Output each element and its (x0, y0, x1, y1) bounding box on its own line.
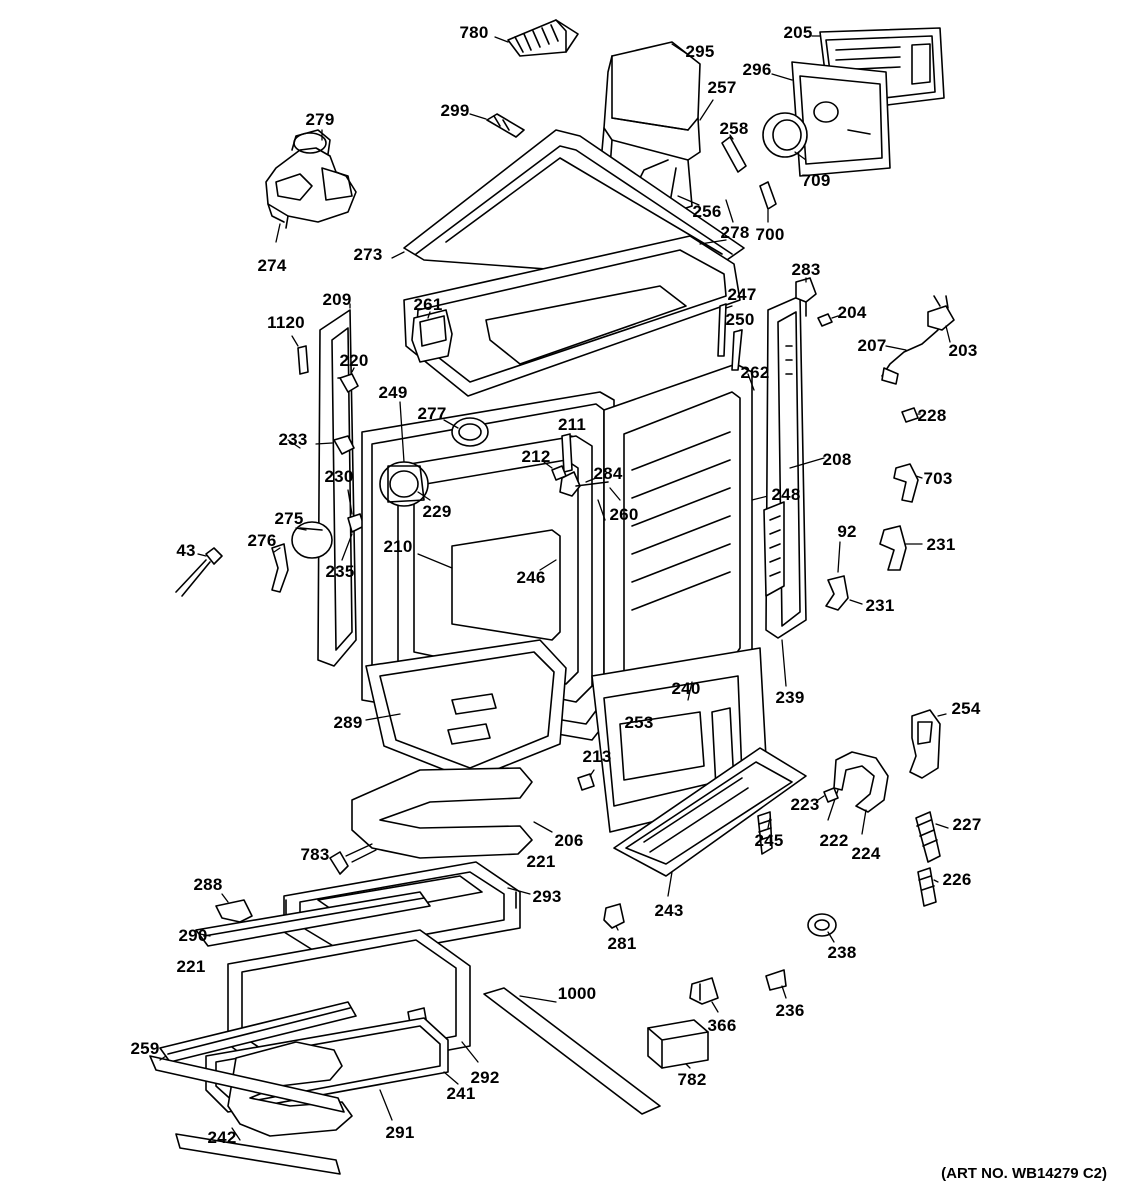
callout-288: 288 (193, 875, 223, 894)
callout-782: 782 (677, 1070, 707, 1089)
callout-258: 258 (719, 119, 749, 138)
callout-221: 221 (176, 957, 206, 976)
part-254-bracket (910, 710, 940, 778)
part-223-screw (824, 788, 838, 802)
part-281-clip (604, 904, 624, 928)
part-92-bracket (826, 576, 848, 610)
callout-256: 256 (692, 202, 722, 221)
callout-250: 250 (725, 310, 755, 329)
part-242-lower-rail (176, 1134, 340, 1174)
callout-259: 259 (130, 1039, 160, 1058)
callout-229: 229 (422, 502, 452, 521)
callout-249: 249 (378, 383, 408, 402)
part-299-screw (487, 114, 524, 137)
callout-295: 295 (685, 42, 715, 61)
callout-366: 366 (707, 1016, 737, 1035)
part-782-block (648, 1020, 708, 1068)
part-228-screw (902, 408, 918, 422)
callout-204: 204 (837, 303, 867, 322)
part-780-terminal-strip (508, 20, 578, 56)
callout-211: 211 (557, 415, 587, 434)
callout-43: 43 (176, 541, 196, 560)
callout-293: 293 (532, 887, 562, 906)
art-number-label: (ART NO. WB14279 C2) (941, 1165, 1107, 1182)
callout-780: 780 (459, 23, 489, 42)
part-229-blower (380, 462, 428, 506)
callout-238: 238 (827, 943, 857, 962)
callout-254: 254 (951, 699, 981, 718)
callout-246: 246 (516, 568, 546, 587)
callout-92: 92 (837, 522, 857, 541)
part-231-bracket-upper (880, 526, 906, 570)
part-211-igniter-rod (562, 434, 572, 472)
callout-262: 262 (740, 363, 770, 382)
part-261-bracket (412, 310, 452, 362)
callout-221: 221 (526, 852, 556, 871)
part-226-spring (918, 868, 936, 906)
part-1120-clip (298, 346, 308, 374)
callout-703: 703 (923, 469, 953, 488)
part-208-rear-vent (764, 502, 784, 596)
callout-227: 227 (952, 815, 982, 834)
callout-277: 277 (417, 404, 447, 423)
part-203-wire-harness (882, 296, 954, 384)
callout-257: 257 (707, 78, 737, 97)
callout-273: 273 (353, 245, 383, 264)
callout-253: 253 (624, 713, 654, 732)
part-222-handle (834, 752, 888, 812)
callout-261: 261 (413, 295, 443, 314)
callout-242: 242 (207, 1128, 237, 1147)
part-296-side-panel (792, 62, 890, 176)
callout-235: 235 (325, 562, 355, 581)
callout-203: 203 (948, 341, 978, 360)
callout-222: 222 (819, 831, 849, 850)
part-204-screw (818, 314, 832, 326)
callout-241: 241 (446, 1084, 476, 1103)
callout-207: 207 (857, 336, 887, 355)
part-258-rod (722, 137, 746, 172)
callout-292: 292 (470, 1068, 500, 1087)
callout-289: 289 (333, 713, 363, 732)
callout-290: 290 (178, 926, 208, 945)
part-289-bottom-shield (366, 640, 566, 780)
part-213-screw (578, 774, 594, 790)
part-277-oven-front-frame (452, 418, 488, 446)
callout-239: 239 (775, 688, 805, 707)
callout-233: 233 (278, 430, 308, 449)
part-221-bake-element-upper (352, 768, 532, 858)
callout-299: 299 (440, 101, 470, 120)
callout-291: 291 (385, 1123, 415, 1142)
callout-231: 231 (865, 596, 895, 615)
callout-248: 248 (771, 485, 801, 504)
callout-274: 274 (257, 256, 287, 275)
callout-1000: 1000 (557, 984, 597, 1003)
callout-700: 700 (755, 225, 785, 244)
callout-231: 231 (926, 535, 956, 554)
callout-206: 206 (554, 831, 584, 850)
callout-243: 243 (654, 901, 684, 920)
callout-223: 223 (790, 795, 820, 814)
callout-783: 783 (300, 845, 330, 864)
callout-245: 245 (754, 831, 784, 850)
part-238-grommet (808, 914, 836, 936)
part-703-bracket (894, 464, 918, 502)
callout-296: 296 (742, 60, 772, 79)
part-709-grommet (763, 113, 807, 157)
part-227-spring (916, 812, 940, 862)
callout-210: 210 (383, 537, 413, 556)
part-366-bracket (690, 978, 718, 1004)
callout-1120: 1120 (267, 313, 305, 332)
callout-208: 208 (822, 450, 852, 469)
callout-209: 209 (322, 290, 352, 309)
callout-224: 224 (851, 844, 881, 863)
part-248-right-side-panel (604, 364, 752, 700)
callout-284: 284 (593, 464, 623, 483)
callout-236: 236 (775, 1001, 805, 1020)
callout-260: 260 (609, 505, 639, 524)
callout-205: 205 (783, 23, 813, 42)
part-700-clip (760, 182, 776, 209)
part-288-rail (216, 900, 252, 922)
callout-230: 230 (324, 467, 354, 486)
part-279-gas-valve (266, 130, 356, 228)
callout-220: 220 (339, 351, 369, 370)
part-1000-trim-strip (484, 988, 660, 1114)
callout-283: 283 (791, 260, 821, 279)
callout-278: 278 (720, 223, 750, 242)
callout-279: 279 (305, 110, 335, 129)
part-783-gasket (330, 852, 348, 874)
callout-228: 228 (917, 406, 947, 425)
callout-247: 247 (727, 285, 757, 304)
callout-240: 240 (671, 679, 701, 698)
callout-226: 226 (942, 870, 972, 889)
callout-276: 276 (247, 531, 277, 550)
callout-709: 709 (801, 171, 831, 190)
callout-213: 213 (582, 747, 612, 766)
callout-275: 275 (274, 509, 304, 528)
callout-281: 281 (607, 934, 637, 953)
callout-212: 212 (521, 447, 551, 466)
